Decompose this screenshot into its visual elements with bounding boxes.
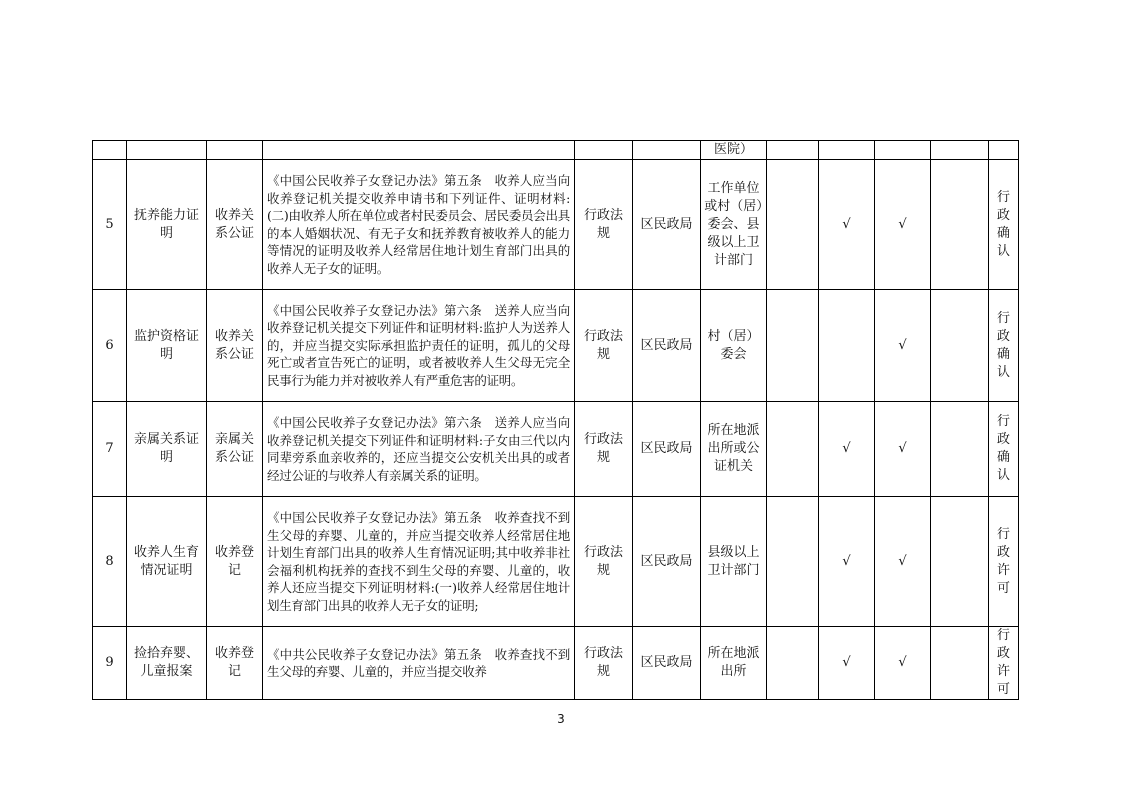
material-name: 捡拾弃婴、儿童报案: [127, 627, 207, 700]
check-col-3: √: [875, 402, 931, 497]
department: 区民政局: [633, 290, 701, 402]
basis-level: 行政法规: [575, 497, 633, 627]
handling-type: 行政确认: [989, 290, 1019, 402]
material-name: 收养人生育情况证明: [127, 497, 207, 627]
handling-type: 行政许可: [989, 497, 1019, 627]
check-col-4: [931, 160, 989, 290]
check-col-3: √: [875, 290, 931, 402]
table-row: [93, 160, 1019, 290]
check-col-4: [931, 497, 989, 627]
legal-basis: 《中国公民收养子女登记办法》第六条 送养人应当向收养登记机关提交下列证件和证明材料:子女由三代以内同辈旁系血亲收养的，还应当提交公安机关出具的或者经过公证的与收养人有亲属关系的证明。: [263, 402, 575, 497]
check-col-2: √: [819, 497, 875, 627]
row-number: 5: [93, 160, 127, 290]
check-col-3: √: [875, 160, 931, 290]
material-name: 抚养能力证明: [127, 160, 207, 290]
legal-basis: 《中国公民收养子女登记办法》第五条 收养人应当向收养登记机关提交收养申请书和下列证件、证明材料:(二)由收养人所在单位或者村民委员会、居民委员会出具的本人婚姻状况、有无子女和抚养教育被收养人的能力等情况的证明及收养人经常居住地计划生育部门出具的收养人无子女的证明。: [263, 160, 575, 290]
issuing-unit: 所在地派出所: [701, 627, 767, 700]
department: 区民政局: [633, 402, 701, 497]
service-item: 收养登记: [207, 627, 263, 700]
handling-type: 行政确认: [989, 402, 1019, 497]
legal-basis: 《中共公民收养子女登记办法》第五条 收养查找不到生父母的弃婴、儿童的，并应当提交收养: [263, 627, 575, 700]
department: 区民政局: [633, 627, 701, 700]
table-row: [93, 497, 1019, 627]
check-col-1: [767, 402, 819, 497]
department: 区民政局: [633, 497, 701, 627]
check-col-4: [931, 290, 989, 402]
basis-level: 行政法规: [575, 160, 633, 290]
materials-table: [92, 140, 1019, 700]
table-row: [93, 627, 1019, 700]
service-item: 收养关系公证: [207, 160, 263, 290]
check-col-1: [767, 290, 819, 402]
check-col-1: [767, 497, 819, 627]
issuing-unit: 工作单位或村（居）委会、县级以上卫计部门: [701, 160, 767, 290]
row-number: 8: [93, 497, 127, 627]
row-number: 7: [93, 402, 127, 497]
service-item: 收养关系公证: [207, 290, 263, 402]
table-row-continuation: [93, 141, 1019, 160]
check-col-4: [931, 402, 989, 497]
table-row: [93, 290, 1019, 402]
handling-type: 行政许可: [989, 627, 1019, 700]
table-row: [93, 402, 1019, 497]
basis-level: 行政法规: [575, 627, 633, 700]
issuing-unit: 所在地派出所或公证机关: [701, 402, 767, 497]
issuing-unit: 县级以上卫计部门: [701, 497, 767, 627]
check-col-3: √: [875, 497, 931, 627]
check-col-1: [767, 160, 819, 290]
legal-basis: 《中国公民收养子女登记办法》第五条 收养查找不到生父母的弃婴、儿童的，并应当提交收养人经常居住地计划生育部门出具的收养人生育情况证明;其中收养非社会福利机构抚养的查找不到生父母的弃婴、儿童的，收养人还应当提交下列证明材料:(一)收养人经常居住地计划生育部门出具的收养人无子女的证明;: [263, 497, 575, 627]
legal-basis: 《中国公民收养子女登记办法》第六条 送养人应当向收养登记机关提交下列证件和证明材料:监护人为送养人的，并应当提交实际承担监护责任的证明，孤儿的父母死亡或者宣告死亡的证明，或者被收养人生父母无完全民事行为能力并对被收养人有严重危害的证明。: [263, 290, 575, 402]
check-col-1: [767, 627, 819, 700]
check-col-4: [931, 627, 989, 700]
check-col-2: √: [819, 160, 875, 290]
issuing-unit-cell: 医院）: [701, 141, 767, 160]
check-col-2: √: [819, 402, 875, 497]
basis-level: 行政法规: [575, 402, 633, 497]
check-col-3: √: [875, 627, 931, 700]
row-number: 6: [93, 290, 127, 402]
issuing-unit: 村（居）委会: [701, 290, 767, 402]
material-name: 监护资格证明: [127, 290, 207, 402]
service-item: 收养登记: [207, 497, 263, 627]
row-number: 9: [93, 627, 127, 700]
service-item: 亲属关系公证: [207, 402, 263, 497]
basis-level: 行政法规: [575, 290, 633, 402]
check-col-2: [819, 290, 875, 402]
handling-type: 行政确认: [989, 160, 1019, 290]
department: 区民政局: [633, 160, 701, 290]
page-number: 3: [557, 712, 565, 726]
material-name: 亲属关系证明: [127, 402, 207, 497]
check-col-2: √: [819, 627, 875, 700]
